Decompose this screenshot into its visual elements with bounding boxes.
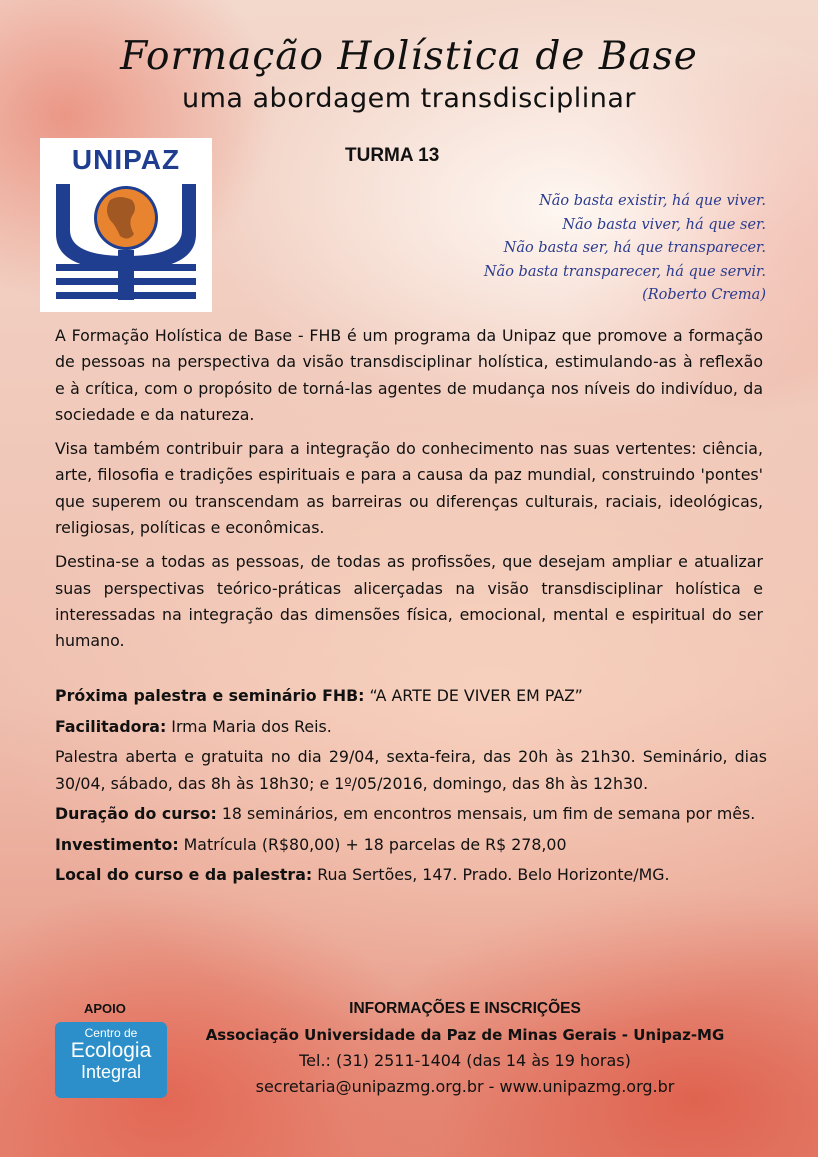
description (55, 323, 763, 663)
unipaz-logo-text: UNIPAZ (71, 144, 181, 175)
organization-name: Associação Universidade da Paz de Minas Gerais - Unipaz-MG (205, 1026, 725, 1044)
cei-line-3: Integral (80, 1062, 142, 1082)
local-row (55, 862, 767, 889)
page-title: Formação Holística de Base (120, 34, 698, 79)
unipaz-logo (40, 138, 212, 312)
local-label: Local do curso e da palestra: (55, 865, 313, 884)
description-paragraph: A Formação Holística de Base - FHB é um programa da Unipaz que promove a formação de pessoas na perspectiva da visão transdisciplinar holística, estimulando-as à reflexão e à crítica, com o propósito de torná-las agentes de mudança nos níveis do indivíduo, da sociedade e da natureza. (55, 326, 763, 424)
centro-ecologia-logo (55, 1022, 167, 1098)
investimento-label: Investimento: (55, 834, 179, 854)
course-info (55, 683, 767, 893)
duracao-row (55, 801, 767, 828)
quote-line: Não basta existir, há que viver. (539, 193, 766, 209)
page-subtitle: uma abordagem transdisciplinar (181, 83, 637, 114)
quote-block (484, 190, 766, 308)
apoio-label: APOIO (84, 1001, 126, 1016)
quote-author: (Roberto Crema) (642, 287, 766, 303)
local-value: Rua Sertões, 147. Prado. Belo Horizonte/MG. (312, 865, 670, 884)
cei-line-2: Ecologia (70, 1039, 152, 1062)
email-website-text: secretaria@unipazmg.org.br - www.unipazmg.org.br (255, 1077, 675, 1096)
palestra-label: Próxima palestra e seminário FHB: (55, 686, 365, 705)
quote-line: Não basta viver, há que ser. (562, 216, 766, 233)
description-paragraph: Visa também contribuir para a integração do conhecimento nas suas vertentes: ciência, arte, filosofia e tradições espirituais e para a causa da paz mundial, construindo 'pontes' que superem ou transcendam as barreiras ou diferenças culturais, raciais, ideológicas, religiosas, políticas e econômicas. (55, 439, 763, 538)
quote-line: Não basta ser, há que transparecer. (503, 240, 766, 256)
facilitadora-row (55, 714, 767, 741)
turma-label: TURMA 13 (345, 145, 440, 166)
description-paragraph: Destina-se a todas as pessoas, de todas as profissões, que desejam ampliar e atualizar suas perspectivas teórico-práticas alicerçadas na visão transdisciplinar holística e interessadas na integração das dimensões física, emocional, mental e espiritual do ser humano. (55, 552, 763, 651)
facilitadora-label: Facilitadora: (55, 716, 167, 736)
palestra-value: “A ARTE DE VIVER EM PAZ” (364, 686, 583, 705)
contact-block (170, 1000, 760, 1096)
palestra-row (55, 683, 767, 710)
unipaz-globe-icon (40, 138, 212, 312)
schedule-text: Palestra aberta e gratuita no dia 29/04, sexta-feira, das 20h às 21h30. Seminário, dias 30/04, sábado, das 8h às 18h30; e 1º/05/2016, domingo, das 8h às 12h30. (55, 747, 767, 793)
facilitadora-value: Irma Maria dos Reis. (166, 716, 332, 736)
phone-text: Tel.: (31) 2511-1404 (das 14 às 19 horas) (299, 1051, 631, 1070)
cei-line-1: Centro de (84, 1026, 138, 1040)
investimento-value: Matrícula (R$80,00) + 18 parcelas de R$ 278,00 (178, 834, 567, 854)
investimento-row (55, 832, 767, 859)
duracao-value: 18 seminários, em encontros mensais, um fim de semana por mês. (216, 804, 756, 823)
quote-line: Não basta transparecer, há que servir. (483, 263, 766, 280)
contact-heading: INFORMAÇÕES E INSCRIÇÕES (349, 1000, 581, 1017)
duracao-label: Duração do curso: (55, 804, 217, 823)
